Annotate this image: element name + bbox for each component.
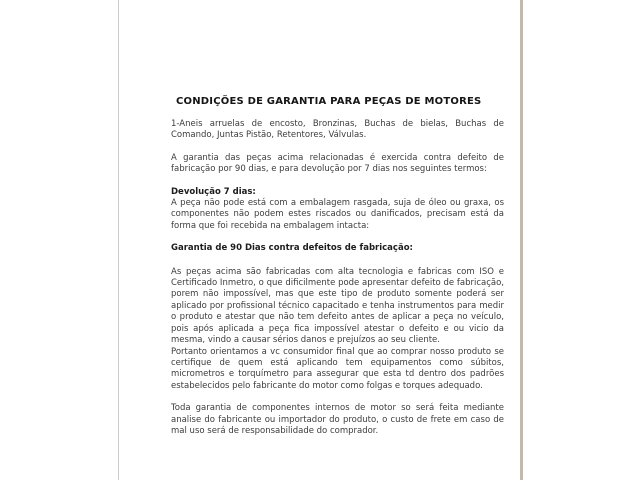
warranty-summary-paragraph: A garantia das peças acima relacionadas é exercida contra defeito de fabricação por 90 dias, e para devolução por 7 dias nos seguintes termos: bbox=[171, 152, 504, 175]
section-devolucao bbox=[171, 187, 504, 233]
section-garantia-paragraph-1: As peças acima são fabricadas com alta tecnologia e fabricas com ISO e Certificado Inmetro, o que dificilmente pode apresentar defeito de fabricação, porem não impossível, mas que este tipo de produto somente poderá ser aplicado por profissional técnico capacitado e tenha instrumentos para medir o produto e atestar que não tem defeito antes de aplicar a peça no veículo, pois após aplicada a peça fica impossível atestar o defeito e ou vicio da mesma, vindo a causar sérios danos e prejuízos ao seu cliente. bbox=[171, 266, 504, 346]
document-title: CONDIÇÕES DE GARANTIA PARA PEÇAS DE MOTORES bbox=[176, 96, 482, 107]
document-content bbox=[171, 95, 504, 448]
section-garantia-90-dias bbox=[171, 243, 504, 392]
closing-paragraph: Toda garantia de componentes internos de motor so será feita mediante analise do fabricante ou importador do produto, o custo de frete em caso de mal uso será de responsabilidade do comprador. bbox=[171, 403, 504, 436]
section-garantia-heading: Garantia de 90 Dias contra defeitos de fabricação: bbox=[171, 243, 413, 254]
section-garantia-paragraph-2: Portanto orientamos a vc consumidor final que ao comprar nosso produto se certifique de quem está aplicando tem equipamentos como súbitos, micrometros e torquímetro para assegurar que esta td dentro dos padrões estabelecidos pelo fabricante do motor como folgas e torques adequado. bbox=[171, 346, 504, 391]
section-devolucao-paragraph: A peça não pode está com a embalagem rasgada, suja de óleo ou graxa, os componentes não podem estes riscados ou danificados, precisam está da forma que foi recebida na embalagem intacta: bbox=[171, 198, 504, 231]
intro-paragraph: 1-Aneis arruelas de encosto, Bronzinas, Buchas de bielas, Buchas de Comando, Juntas Pistão, Retentores, Válvulas. bbox=[171, 119, 504, 141]
section-devolucao-heading: Devolução 7 dias: bbox=[171, 186, 256, 197]
document-page bbox=[118, 0, 523, 480]
